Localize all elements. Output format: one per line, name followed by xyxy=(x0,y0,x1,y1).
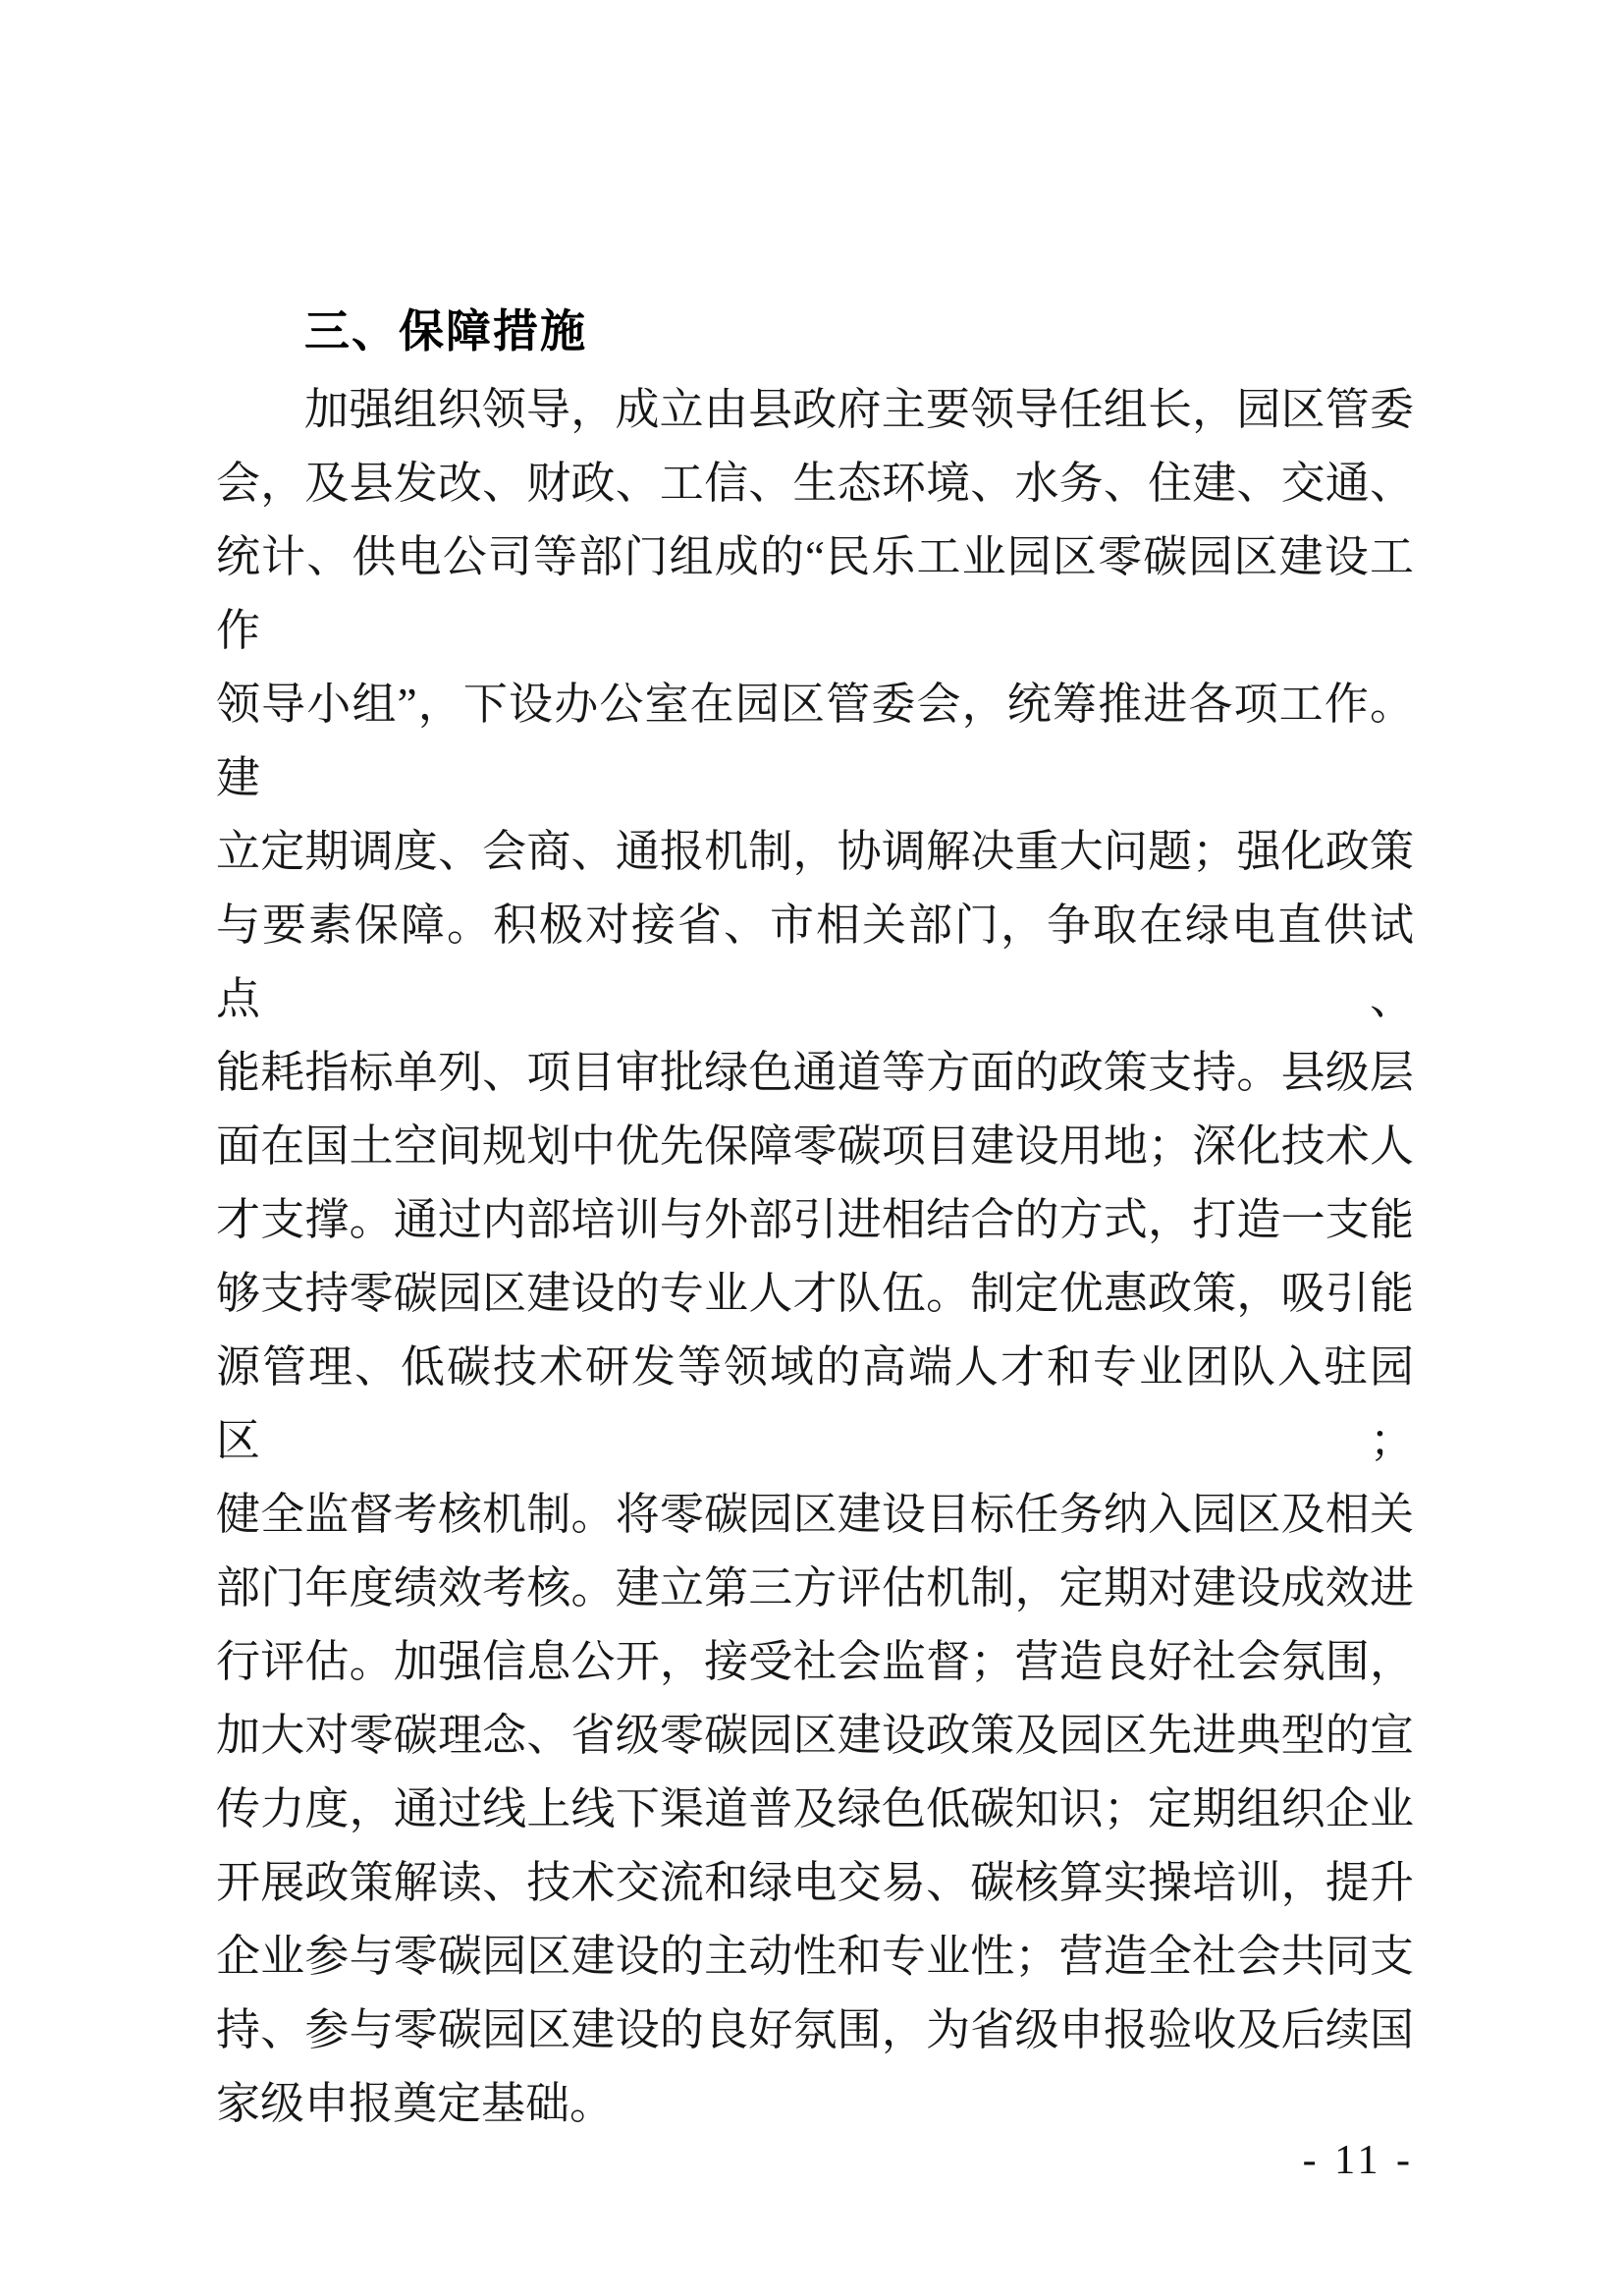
paragraph-line: 与要素保障。积极对接省、市相关部门，争取在绿电直供试点、 xyxy=(216,901,1414,1023)
paragraph-line: 领导小组”，下设办公室在园区管委会，统筹推进各项工作。建 xyxy=(216,680,1414,802)
page-number: - 11 - xyxy=(1302,2138,1414,2183)
paragraph-line: 立定期调度、会商、通报机制，协调解决重大问题；强化政策 xyxy=(216,827,1414,876)
section-heading: 三、保障措施 xyxy=(304,305,587,356)
paragraph-line: 开展政策解读、技术交流和绿电交易、碳核算实操培训，提升 xyxy=(216,1858,1414,1907)
paragraph-line: 加大对零碳理念、省级零碳园区建设政策及园区先进典型的宣 xyxy=(216,1711,1414,1760)
paragraph-line: 能耗指标单列、项目审批绿色通道等方面的政策支持。县级层 xyxy=(216,1048,1414,1097)
document-content xyxy=(216,290,1414,2141)
paragraph-line: 传力度，通过线上线下渠道普及绿色低碳知识；定期组织企业 xyxy=(216,1784,1414,1833)
paragraph-line: 面在国土空间规划中优先保障零碳项目建设用地；深化技术人 xyxy=(216,1121,1414,1171)
paragraph-line: 才支撑。通过内部培训与外部引进相结合的方式，打造一支能 xyxy=(216,1195,1414,1244)
paragraph-line: 企业参与零碳园区建设的主动性和专业性；营造全社会共同支 xyxy=(216,1932,1414,1981)
paragraph-line: 够支持零碳园区建设的专业人才队伍。制定优惠政策，吸引能 xyxy=(216,1269,1414,1318)
paragraph-line: 行评估。加强信息公开，接受社会监督；营造良好社会氛围， xyxy=(216,1637,1414,1686)
paragraph-line: 家级申报奠定基础。 xyxy=(216,2079,615,2128)
paragraph xyxy=(216,373,1414,2141)
paragraph-line: 持、参与零碳园区建设的良好氛围，为省级申报验收及后续国 xyxy=(216,2005,1414,2054)
paragraph-line: 部门年度绩效考核。建立第三方评估机制，定期对建设成效进 xyxy=(216,1563,1414,1613)
paragraph-line: 会，及县发改、财政、工信、生态环境、水务、住建、交通、 xyxy=(216,459,1414,508)
paragraph-line: 源管理、低碳技术研发等领域的高端人才和专业团队入驻园区； xyxy=(216,1342,1414,1465)
paragraph-line: 统计、供电公司等部门组成的“民乐工业园区零碳园区建设工作 xyxy=(216,532,1414,655)
paragraph-line: 加强组织领导，成立由县政府主要领导任组长，园区管委 xyxy=(304,385,1414,434)
paragraph-line: 健全监督考核机制。将零碳园区建设目标任务纳入园区及相关 xyxy=(216,1490,1414,1539)
